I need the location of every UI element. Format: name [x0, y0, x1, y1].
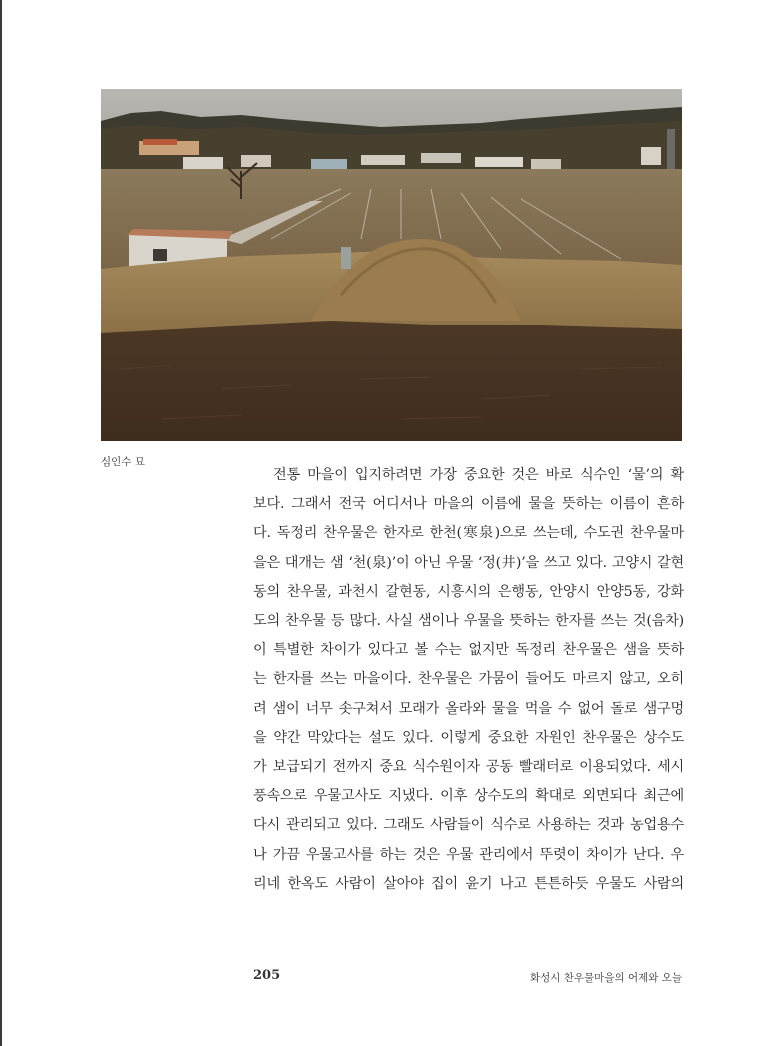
page-number: 205	[253, 968, 281, 983]
running-title: 화성시 찬우물마을의 어제와 오늘	[529, 972, 682, 984]
body-line: 을 약간 막았다는 설도 있다. 이렇게 중요한 자원인 찬우물은 상수도	[253, 729, 684, 746]
body-line: 가 보급되기 전까지 중요 식수원이자 공동 빨래터로 이용되었다. 세시	[253, 759, 684, 776]
body-line: 동의 찬우물, 과천시 갈현동, 시흥시의 은행동, 안양시 안양5동, 강화	[253, 583, 684, 600]
photo-grave-mound-icon	[101, 89, 682, 441]
body-line: 이 특별한 차이가 있다고 볼 수는 없지만 독정리 찬우물은 샘을 뜻하	[253, 642, 684, 659]
grave-mound-photo	[101, 89, 682, 441]
body-line: 을은 대개는 샘 ‘천(泉)’이 아닌 우물 ‘정(井)’을 쓰고 있다. 고양시 갈현	[253, 554, 684, 571]
body-paragraph	[253, 461, 684, 899]
body-line: 리네 한옥도 사람이 살아야 집이 윤기 나고 튼튼하듯 우물도 사람의	[253, 875, 684, 892]
body-line: 다시 관리되고 있다. 그래도 사람들이 식수로 사용하는 것과 농업용수	[253, 817, 684, 834]
body-line: 도의 찬우물 등 많다. 사실 샘이나 우물을 뜻하는 한자를 쓰는 것(음차)	[253, 613, 684, 630]
body-line: 나 가끔 우물고사를 하는 것은 우물 관리에서 뚜렷이 차이가 난다. 우	[253, 846, 684, 863]
page-edge-rule	[0, 0, 2, 1046]
photo-caption: 심인수 묘	[101, 456, 145, 468]
body-line: 보다. 그래서 전국 어디서나 마을의 이름에 물을 뜻하는 이름이 흔하	[253, 496, 684, 513]
body-line: 는 한자를 쓰는 마을이다. 찬우물은 가뭄이 들어도 마르지 않고, 오히	[253, 671, 684, 688]
body-line: 풍속으로 우물고사도 지냈다. 이후 상수도의 확대로 외면되다 최근에	[253, 788, 684, 805]
body-line: 다. 독정리 찬우물은 한자로 한천(寒泉)으로 쓰는데, 수도권 찬우물마	[253, 525, 684, 542]
body-line: 전통 마을이 입지하려면 가장 중요한 것은 바로 식수인 ‘물’의 확	[273, 467, 684, 483]
body-line: 려 샘이 너무 솟구쳐서 모래가 올라와 물을 먹을 수 없어 돌로 샘구멍	[253, 700, 684, 717]
